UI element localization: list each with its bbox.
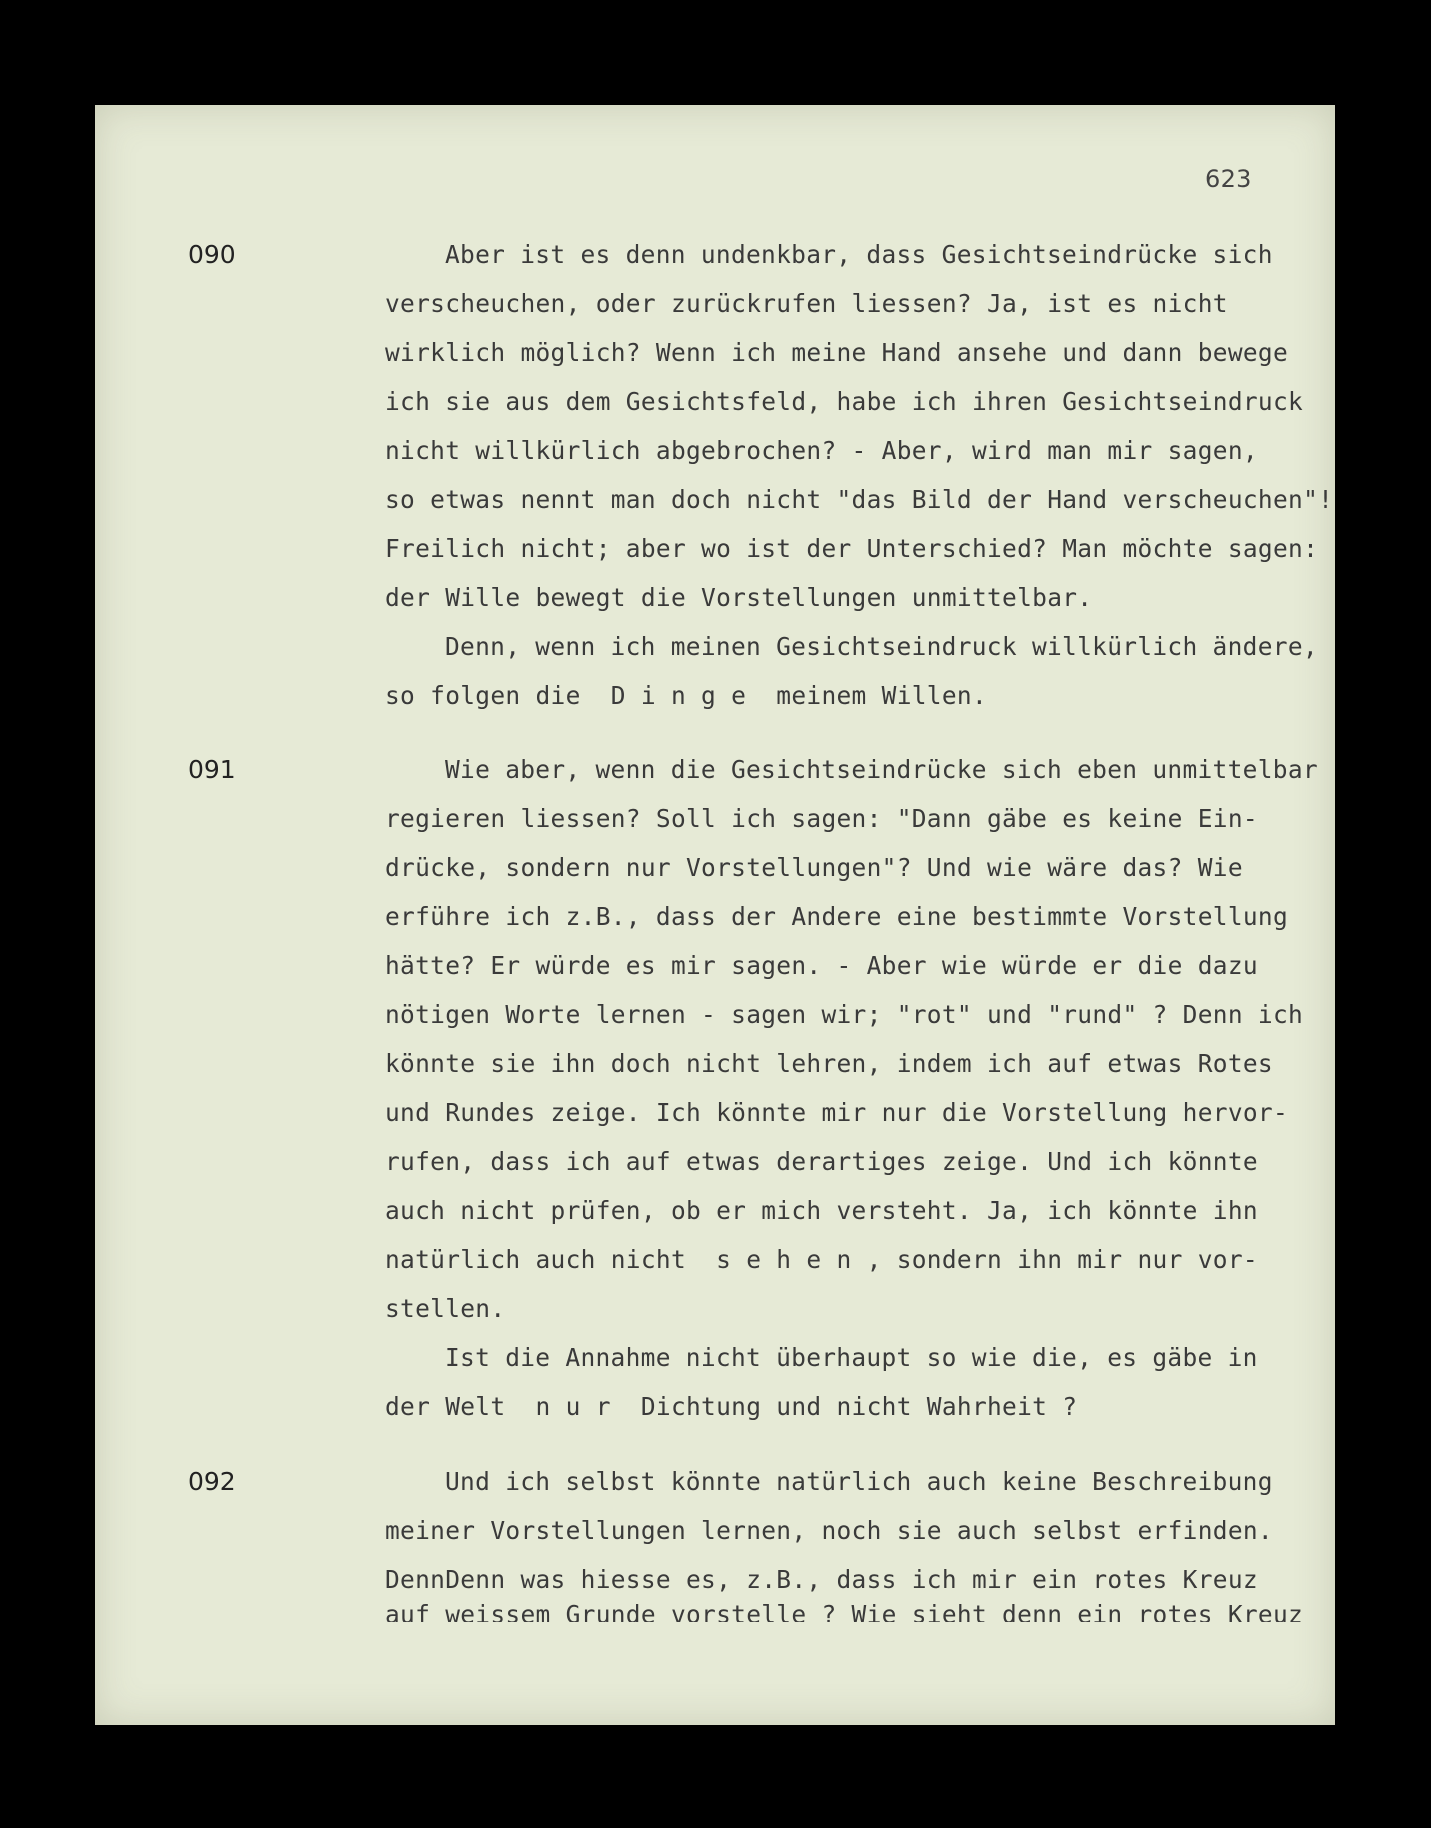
text-line: stellen.: [385, 1294, 506, 1323]
text-line: Wie aber, wenn die Gesichtseindrücke sich eben unmittelbar: [445, 755, 1318, 784]
section-number-091: 091: [188, 755, 236, 784]
text-line: DennDenn was hiesse es, z.B., dass ich mir ein rotes Kreuz: [385, 1565, 1258, 1594]
text-line: rufen, dass ich auf etwas derartiges zeige. Und ich könnte: [385, 1147, 1258, 1176]
text-line: regieren liessen? Soll ich sagen: "Dann gäbe es keine Ein-: [385, 804, 1258, 833]
text-line: Aber ist es denn undenkbar, dass Gesichtseindrücke sich: [445, 240, 1273, 269]
typescript-page: [95, 105, 1335, 1725]
text-line: so folgen die D i n g e meinem Willen.: [385, 681, 988, 710]
text-line: der Wille bewegt die Vorstellungen unmittelbar.: [385, 583, 1093, 612]
text-line: der Welt n u r Dichtung und nicht Wahrheit ?: [385, 1392, 1078, 1421]
text-line-cut-off: auf weissem Grunde vorstelle ? Wie sieht denn ein rotes Kreuz: [385, 1600, 1304, 1622]
text-line: auch nicht prüfen, ob er mich versteht. Ja, ich könnte ihn: [385, 1196, 1258, 1225]
text-line: nötigen Worte lernen - sagen wir; "rot" und "rund" ? Denn ich: [385, 1000, 1304, 1029]
page-number: 623: [1205, 165, 1252, 193]
text-line: Und ich selbst könnte natürlich auch keine Beschreibung: [445, 1467, 1273, 1496]
text-line: ich sie aus dem Gesichtsfeld, habe ich ihren Gesichtseindruck: [385, 387, 1304, 416]
text-line: Freilich nicht; aber wo ist der Unterschied? Man möchte sagen:: [385, 534, 1319, 563]
text-line: nicht willkürlich abgebrochen? - Aber, wird man mir sagen,: [385, 436, 1258, 465]
text-line: meiner Vorstellungen lernen, noch sie auch selbst erfinden.: [385, 1516, 1273, 1545]
text-line: könnte sie ihn doch nicht lehren, indem ich auf etwas Rotes: [385, 1049, 1273, 1078]
text-line: erführe ich z.B., dass der Andere eine bestimmte Vorstellung: [385, 902, 1289, 931]
text-line: verscheuchen, oder zurückrufen liessen? Ja, ist es nicht: [385, 289, 1228, 318]
text-line: natürlich auch nicht s e h e n , sondern ihn mir nur vor-: [385, 1245, 1258, 1274]
text-line: hätte? Er würde es mir sagen. - Aber wie würde er die dazu: [385, 951, 1258, 980]
text-line: wirklich möglich? Wenn ich meine Hand ansehe und dann bewege: [385, 338, 1289, 367]
text-line: und Rundes zeige. Ich könnte mir nur die Vorstellung hervor-: [385, 1098, 1289, 1127]
section-number-090: 090: [188, 240, 236, 269]
cut-off-line-wrapper: [385, 1600, 1315, 1622]
text-line: drücke, sondern nur Vorstellungen"? Und wie wäre das? Wie: [385, 853, 1243, 882]
text-line: so etwas nennt man doch nicht "das Bild der Hand verscheuchen"!: [385, 485, 1334, 514]
section-number-092: 092: [188, 1467, 236, 1496]
text-line: Denn, wenn ich meinen Gesichtseindruck willkürlich ändere,: [445, 632, 1318, 661]
text-line: Ist die Annahme nicht überhaupt so wie die, es gäbe in: [445, 1343, 1258, 1372]
